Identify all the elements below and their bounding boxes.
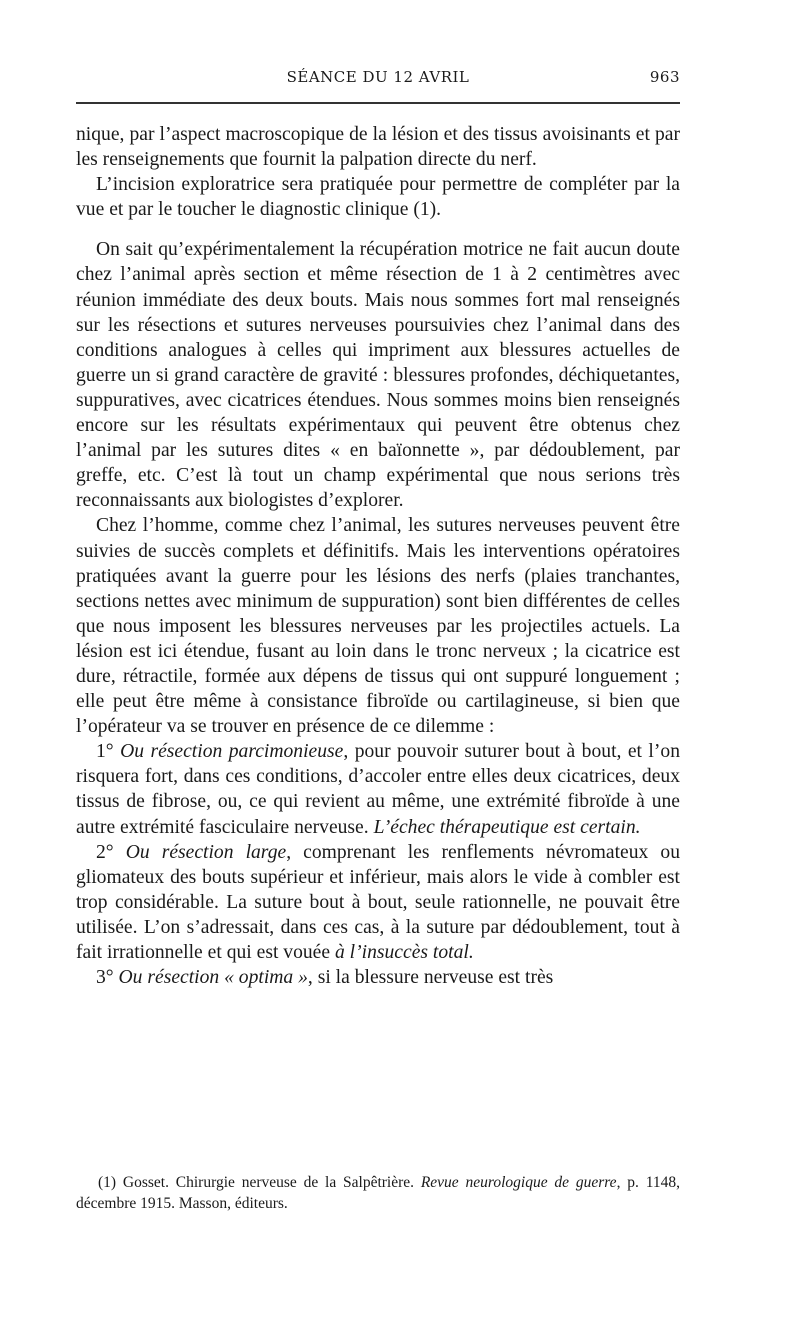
header-title: SÉANCE DU 12 AVRIL <box>286 68 470 86</box>
paragraph <box>76 122 680 172</box>
text-run: , si la blessure nerveuse est très <box>307 967 554 989</box>
italic-text: Ou résection parcimonieuse <box>120 741 344 763</box>
body-text <box>76 122 680 990</box>
text-run: On sait qu’expérimentalement la récupération motrice ne fait aucun doute chez l’animal après section et même résection de 1 à 2 centimètres avec réunion immédiate des deux bouts. Mais nous sommes fort mal renseignés sur les résections et sutures nerveuses poursuivies chez l’animal dans des conditions analogues à celles qui impriment aux blessures actuelles de guerre un si grand caractère de gravité : blessures profondes, déchiquetantes, suppuratives, avec cicatrices étendues. Nous sommes moins bien renseignés encore sur les résultats expérimentaux qui peuvent être obtenus chez l’animal par les sutures dites « en baïonnette », par dédoublement, par greffe, etc. C’est là tout un champ expérimental que nous serions très reconnaissants aux biologistes d’explorer. <box>76 239 680 512</box>
paragraph <box>76 172 680 222</box>
text-run: (1) Gosset. Chirurgie nerveuse de la Salpêtrière. <box>98 1174 421 1191</box>
text-run: nique, par l’aspect macroscopique de la lésion et des tissus avoisinants et par les renseignements que fournit la palpation directe du nerf. <box>76 124 680 171</box>
running-header <box>76 60 680 92</box>
page-number: 963 <box>649 68 680 86</box>
paragraph <box>76 237 680 513</box>
header-rule <box>76 102 680 104</box>
footnote <box>76 1172 680 1214</box>
italic-text: Revue neurologique de guerre <box>420 1174 617 1191</box>
text-run: , pour pouvoir suturer bout à bout, et l’on risquera fort, dans ces conditions, d’accoler entre elles deux cicatrices, deux tissus de fibrose, ou, ce qui revient au même, une extrémité fibroïde à une autre extrémité fasciculaire nerveuse. <box>76 741 680 838</box>
paragraph <box>76 965 680 990</box>
text-run: Chez l’homme, comme chez l’animal, les sutures nerveuses peuvent être suivies de succès complets et définitifs. Mais les interventions opératoires pratiquées avant la guerre pour les lésions des nerfs (plaies tranchantes, sections nettes avec minimum de suppuration) sont bien différentes de celles que nous imposent les blessures nerveuses par les projectiles actuels. La lésion est ici étendue, fusant au loin dans le tronc nerveux ; la cicatrice est dure, rétractile, formée aux dépens de tissus qui ont suppuré longuement ; elle peut être même à consistance fibroïde ou cartilagineuse, si bien que l’opérateur va se trouver en présence de ce dilemme : <box>76 515 680 738</box>
paragraph <box>76 513 680 739</box>
text-run: 1° <box>96 741 121 763</box>
italic-text: à l’insuccès total. <box>334 942 474 963</box>
text-run: , p. 1148, décembre 1915. Masson, éditeurs. <box>76 1174 680 1212</box>
italic-text: Ou résection large <box>125 841 287 863</box>
text-run: , comprenant les renflements névromateux ou gliomateux des bouts supérieur et inférieur, mais alors le vide à combler est trop considérable. La suture bout à bout, seule rationnelle, ne pouvait être utilisée. L’on s’adressait, dans ces cas, à la suture par dédoublement, tout à fait irrationnelle et qui est vouée <box>76 841 680 963</box>
footnotes <box>76 1172 680 1214</box>
paragraph <box>76 739 680 839</box>
page <box>76 60 680 990</box>
text-run: L’incision exploratrice sera pratiquée pour permettre de compléter par la vue et par le toucher le diagnostic clinique (1). <box>76 174 680 221</box>
italic-text: L’échec thérapeutique est certain. <box>373 816 641 838</box>
text-run: 3° <box>96 967 119 989</box>
paragraph <box>76 840 680 965</box>
text-run: 2° <box>96 841 126 863</box>
italic-text: Ou résection « optima » <box>118 967 308 989</box>
